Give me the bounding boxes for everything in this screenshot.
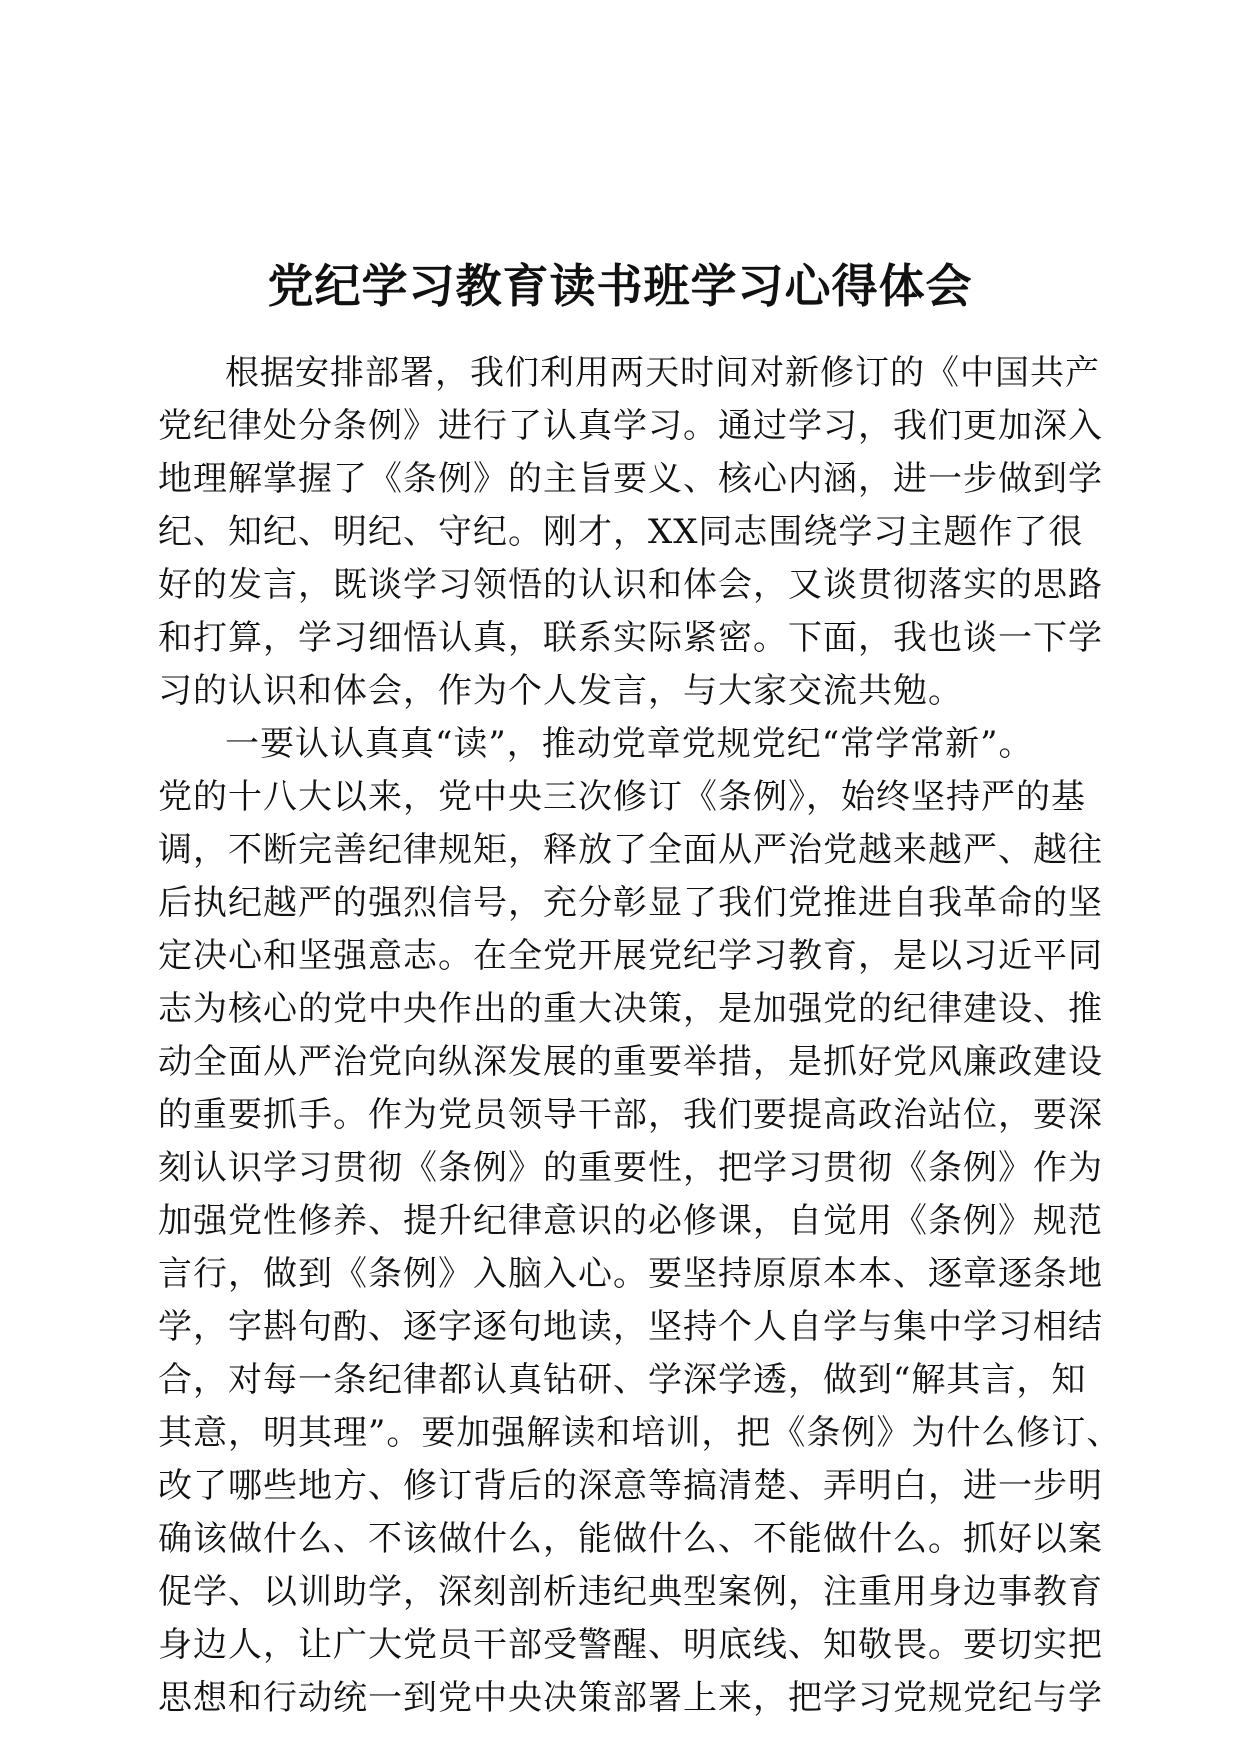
body-line: 学，字斟句酌、逐字逐句地读，坚持个人自学与集中学习相结: [158, 1307, 1103, 1347]
body-line: 合，对每一条纪律都认真钻研、学深学透，做到“解其言，知: [158, 1360, 1087, 1400]
body-line: 动全面从严治党向纵深发展的重要举措，是抓好党风廉政建设: [158, 1042, 1103, 1082]
body-line: 志为核心的党中央作出的重大决策，是加强党的纪律建设、推: [158, 989, 1103, 1029]
body-line: 一要认认真真“读”，推动党章党规党纪“常学常新”。: [225, 724, 1034, 764]
body-line: 促学、以训助学，深刻剖析违纪典型案例，注重用身边事教育: [158, 1572, 1103, 1612]
body-line: 改了哪些地方、修订背后的深意等搞清楚、弄明白，进一步明: [158, 1466, 1103, 1506]
body-line: 加强党性修养、提升纪律意识的必修课，自觉用《条例》规范: [158, 1201, 1103, 1241]
body-line: 和打算，学习细悟认真，联系实际紧密。下面，我也谈一下学: [158, 618, 1103, 658]
body-line: 身边人，让广大党员干部受警醒、明底线、知敬畏。要切实把: [158, 1625, 1103, 1665]
body-line: 党纪律处分条例》进行了认真学习。通过学习，我们更加深入: [158, 406, 1103, 446]
body-line: 纪、知纪、明纪、守纪。刚才，XX同志围绕学习主题作了很: [158, 512, 1084, 552]
body-line: 思想和行动统一到党中央决策部署上来，把学习党规党纪与学: [158, 1678, 1103, 1718]
body-line: 习的认识和体会，作为个人发言，与大家交流共勉。: [158, 671, 963, 711]
document-title: 党纪学习教育读书班学习心得体会: [267, 259, 973, 313]
body-line: 后执纪越严的强烈信号，充分彰显了我们党推进自我革命的坚: [158, 883, 1103, 923]
body-line: 言行，做到《条例》入脑入心。要坚持原原本本、逐章逐条地: [158, 1254, 1103, 1294]
body-line: 确该做什么、不该做什么，能做什么、不能做什么。抓好以案: [158, 1519, 1103, 1559]
body-line: 好的发言，既谈学习领悟的认识和体会，又谈贯彻落实的思路: [158, 565, 1103, 605]
body-line: 刻认识学习贯彻《条例》的重要性，把学习贯彻《条例》作为: [158, 1148, 1103, 1188]
body-line: 地理解掌握了《条例》的主旨要义、核心内涵，进一步做到学: [158, 459, 1103, 499]
body-line: 的重要抓手。作为党员领导干部，我们要提高政治站位，要深: [158, 1095, 1103, 1135]
body-line: 定决心和坚强意志。在全党开展党纪学习教育，是以习近平同: [158, 936, 1103, 976]
body-line: 调，不断完善纪律规矩，释放了全面从严治党越来越严、越往: [158, 830, 1103, 870]
body-line: 根据安排部署，我们利用两天时间对新修订的《中国共产: [225, 353, 1100, 393]
body-line: 其意，明其理”。要加强解读和培训，把《条例》为什么修订、: [158, 1413, 1122, 1453]
body-line: 党的十八大以来，党中央三次修订《条例》，始终坚持严的基: [158, 777, 1086, 817]
